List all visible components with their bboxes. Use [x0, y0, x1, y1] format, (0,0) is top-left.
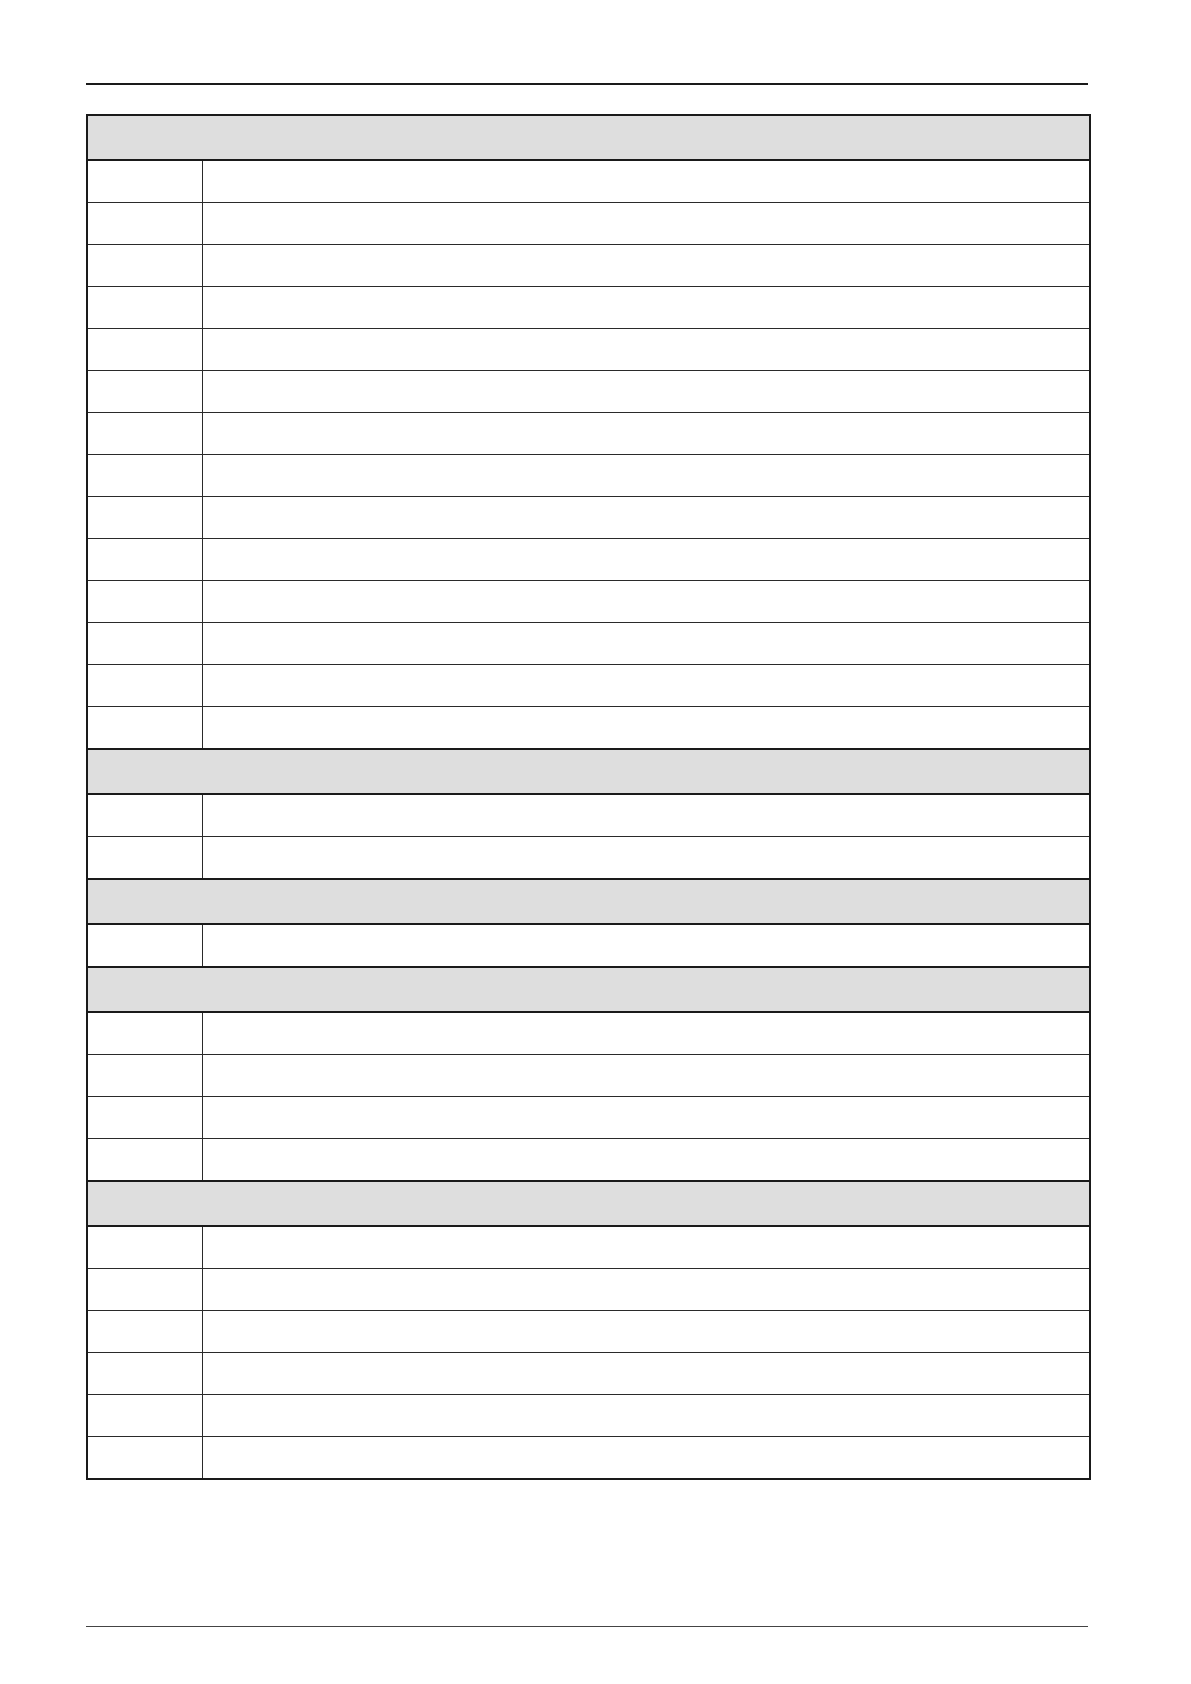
row-text-cell	[202, 794, 1090, 837]
table-row	[87, 924, 1090, 967]
row-number-cell	[87, 413, 202, 455]
row-number-cell	[87, 160, 202, 203]
row-number-cell	[87, 329, 202, 371]
table-row	[87, 1269, 1090, 1311]
row-text-cell	[202, 245, 1090, 287]
table-row	[87, 160, 1090, 203]
row-text-cell	[202, 924, 1090, 967]
table-row	[87, 413, 1090, 455]
table-row	[87, 1139, 1090, 1182]
row-text-cell	[202, 539, 1090, 581]
table-row	[87, 329, 1090, 371]
row-text-cell	[202, 329, 1090, 371]
row-number-cell	[87, 1353, 202, 1395]
row-text-cell	[202, 1353, 1090, 1395]
row-number-cell	[87, 539, 202, 581]
row-number-cell	[87, 1269, 202, 1311]
section-header-row	[87, 1181, 1090, 1226]
table-body	[87, 115, 1090, 1479]
row-number-cell	[87, 1437, 202, 1480]
row-text-cell	[202, 1226, 1090, 1269]
row-number-cell	[87, 623, 202, 665]
row-text-cell	[202, 371, 1090, 413]
table-row	[87, 1012, 1090, 1055]
row-text-cell	[202, 1055, 1090, 1097]
row-text-cell	[202, 1012, 1090, 1055]
table-row	[87, 581, 1090, 623]
row-text-cell	[202, 837, 1090, 880]
row-number-cell	[87, 924, 202, 967]
table-row	[87, 1437, 1090, 1480]
table-row	[87, 245, 1090, 287]
table-row	[87, 1097, 1090, 1139]
row-text-cell	[202, 1437, 1090, 1480]
table-row	[87, 837, 1090, 880]
table-row	[87, 1055, 1090, 1097]
section-heading	[87, 1181, 1090, 1226]
row-number-cell	[87, 1012, 202, 1055]
row-text-cell	[202, 665, 1090, 707]
table-row	[87, 623, 1090, 665]
header-rule	[86, 83, 1088, 85]
row-number-cell	[87, 1395, 202, 1437]
table-row	[87, 665, 1090, 707]
row-text-cell	[202, 497, 1090, 539]
row-number-cell	[87, 287, 202, 329]
row-text-cell	[202, 1395, 1090, 1437]
row-text-cell	[202, 623, 1090, 665]
row-number-cell	[87, 837, 202, 880]
row-number-cell	[87, 581, 202, 623]
row-text-cell	[202, 287, 1090, 329]
row-number-cell	[87, 245, 202, 287]
table-row	[87, 794, 1090, 837]
section-header-row	[87, 967, 1090, 1012]
row-text-cell	[202, 1269, 1090, 1311]
row-number-cell	[87, 455, 202, 497]
row-text-cell	[202, 203, 1090, 245]
row-number-cell	[87, 1097, 202, 1139]
section-heading	[87, 967, 1090, 1012]
row-text-cell	[202, 581, 1090, 623]
table-row	[87, 1395, 1090, 1437]
row-number-cell	[87, 1055, 202, 1097]
section-header-row	[87, 749, 1090, 794]
row-text-cell	[202, 413, 1090, 455]
table-row	[87, 1353, 1090, 1395]
row-number-cell	[87, 665, 202, 707]
table-row	[87, 455, 1090, 497]
table-row	[87, 497, 1090, 539]
row-number-cell	[87, 497, 202, 539]
footer-rule	[86, 1626, 1088, 1627]
row-text-cell	[202, 1311, 1090, 1353]
table-row	[87, 1311, 1090, 1353]
row-number-cell	[87, 794, 202, 837]
row-number-cell	[87, 371, 202, 413]
section-header-row	[87, 879, 1090, 924]
row-number-cell	[87, 1139, 202, 1182]
row-text-cell	[202, 1139, 1090, 1182]
row-text-cell	[202, 1097, 1090, 1139]
table-row	[87, 707, 1090, 750]
table-row	[87, 1226, 1090, 1269]
row-number-cell	[87, 1311, 202, 1353]
table-row	[87, 539, 1090, 581]
section-heading	[87, 115, 1090, 160]
row-number-cell	[87, 707, 202, 750]
row-text-cell	[202, 707, 1090, 750]
section-header-row	[87, 115, 1090, 160]
table-row	[87, 287, 1090, 329]
form-table	[86, 114, 1091, 1480]
section-heading	[87, 879, 1090, 924]
row-text-cell	[202, 455, 1090, 497]
row-number-cell	[87, 1226, 202, 1269]
table-row	[87, 203, 1090, 245]
row-number-cell	[87, 203, 202, 245]
table-row	[87, 371, 1090, 413]
section-heading	[87, 749, 1090, 794]
row-text-cell	[202, 160, 1090, 203]
